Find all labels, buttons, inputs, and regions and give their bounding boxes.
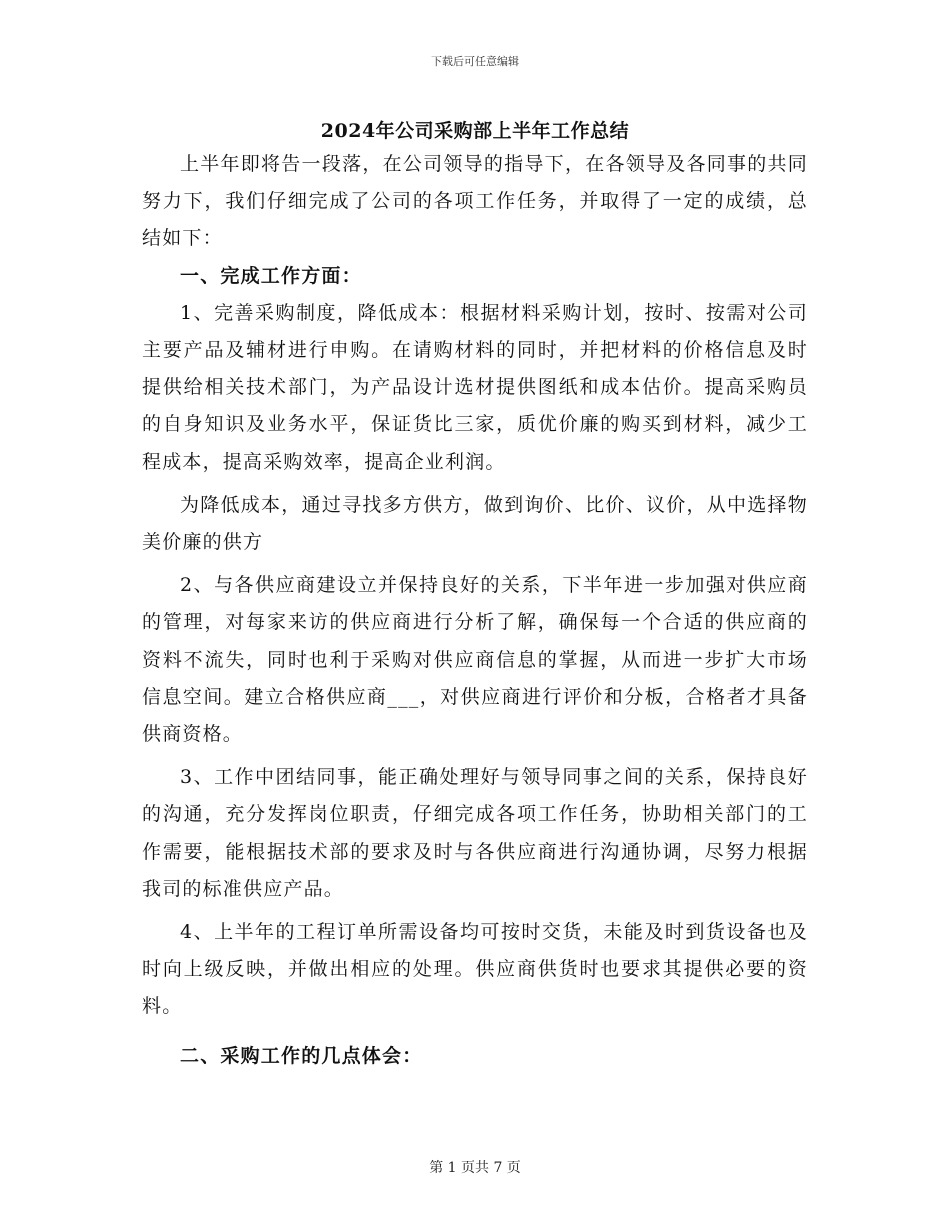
intro-paragraph: 上半年即将告一段落，在公司领导的指导下，在各领导及各同事的共同努力下，我们仔细完成了公司的各项工作任务，并取得了一定的成绩，总结如下： (142, 153, 808, 250)
document-body (142, 146, 808, 1075)
item-2-paragraph: 2、与各供应商建设立并保持良好的关系，下半年进一步加强对供应商的管理，对每家来访的供应商进行分析了解，确保每一个合适的供应商的资料不流失，同时也利于采购对供应商信息的掌握，从而进一步扩大市场信息空间。建立合格供应商___，对供应商进行评价和分板，合格者才具备供商资格。 (142, 574, 808, 746)
item-4-paragraph: 4、上半年的工程订单所需设备均可按时交货，未能及时到货设备也及时向上级反映，并做出相应的处理。供应商供货时也要求其提供必要的资料。 (142, 921, 808, 1018)
item-1-extra-paragraph: 为降低成本，通过寻找多方供方，做到询价、比价、议价，从中选择物美价廉的供方 (142, 493, 808, 554)
document-title: 2024年公司采购部上半年工作总结 (320, 120, 630, 142)
page-number: 第 1 页共 7 页 (429, 1160, 521, 1176)
item-1-paragraph: 1、完善采购制度，降低成本：根据材料采购计划，按时、按需对公司主要产品及辅材进行申购。在请购材料的同时，并把材料的价格信息及时提供给相关技术部门，为产品设计选材提供图纸和成本估价。提高采购员的自身知识及业务水平，保证货比三家，质优价廉的购买到材料，减少工程成本，提高采购效率，提高企业利润。 (142, 301, 808, 473)
section-heading-2: 二、采购工作的几点体会： (180, 1044, 423, 1067)
header-note: 下载后可任意编辑 (431, 55, 519, 68)
item-3-paragraph: 3、工作中团结同事，能正确处理好与领导同事之间的关系，保持良好的沟通，充分发挥岗位职责，仔细完成各项工作任务，协助相关部门的工作需要，能根据技术部的要求及时与各供应商进行沟通协调，尽努力根据我司的标准供应产品。 (142, 766, 808, 900)
section-heading-1: 一、完成工作方面： (180, 264, 362, 287)
